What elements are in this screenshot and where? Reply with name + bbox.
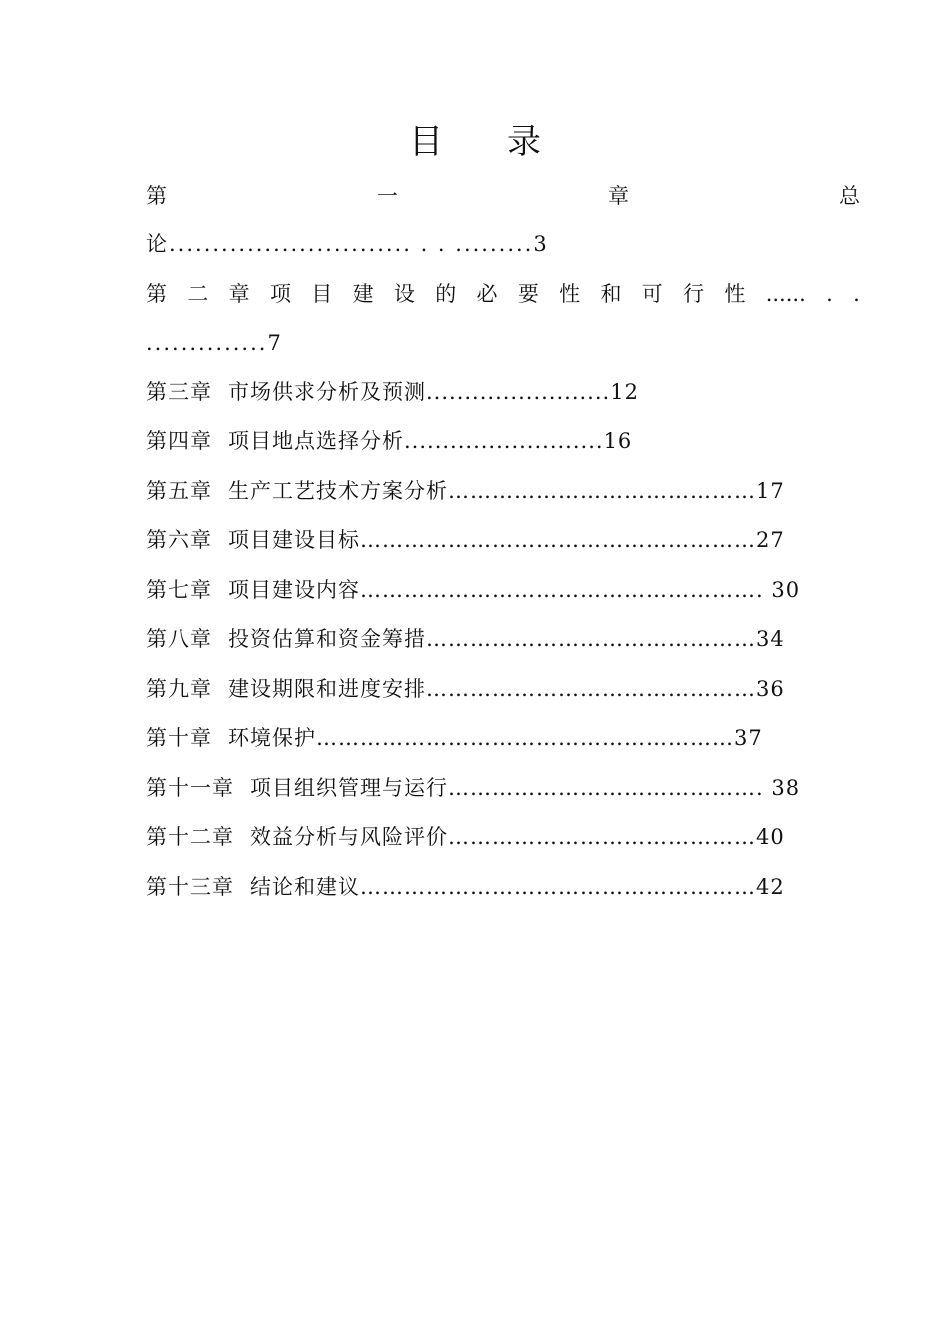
toc-page-number: 34 xyxy=(756,627,785,651)
toc-entry-2-char: 行 xyxy=(683,282,705,306)
toc-title-char-2: 录 xyxy=(507,122,541,162)
toc-chapter-number: 第六章 xyxy=(146,528,212,552)
toc-page-number: 30 xyxy=(771,578,801,602)
toc-entry-2-leader: . xyxy=(853,282,860,306)
toc-chapter-title: 效益分析与风险评价 xyxy=(250,825,448,849)
toc-entry xyxy=(146,822,785,852)
toc-leader: ………………………………………………. xyxy=(360,578,772,602)
toc-page-number: 27 xyxy=(756,528,785,552)
toc-chapter-title: 市场供求分析及预测 xyxy=(228,380,426,404)
toc-chapter-number: 第四章 xyxy=(146,429,212,453)
toc-leader: .......................... xyxy=(404,429,604,453)
toc-entry-2-leader: ...... xyxy=(765,282,806,306)
toc-entry-1-line-1 xyxy=(146,181,860,211)
toc-entry-2-char: 的 xyxy=(435,282,457,306)
toc-chapter-number: 第三章 xyxy=(146,380,212,404)
toc-title xyxy=(0,118,950,166)
toc-entry-1-char: 一 xyxy=(377,184,398,208)
toc-entry-2-char: 建 xyxy=(352,282,374,306)
toc-entry-2-char: 性 xyxy=(559,282,581,306)
toc-entry-2-char: 和 xyxy=(600,282,622,306)
toc-entry-2-char: 设 xyxy=(393,282,415,306)
toc-entry xyxy=(146,575,800,605)
toc-chapter-title: 项目组织管理与运行 xyxy=(250,776,448,800)
toc-chapter-number: 第七章 xyxy=(146,578,212,602)
toc-entry xyxy=(146,872,785,902)
toc-entry-2-char: 必 xyxy=(476,282,498,306)
toc-entry xyxy=(146,674,785,704)
toc-chapter-title: 建设期限和进度安排 xyxy=(228,677,426,701)
toc-entry-2-char: 要 xyxy=(517,282,539,306)
toc-leader: ……………………………………………… xyxy=(360,528,756,552)
toc-chapter-number: 第九章 xyxy=(146,677,212,701)
toc-entry-2-line-2: ..............7 xyxy=(146,331,283,355)
toc-chapter-number: 第十章 xyxy=(146,726,212,750)
toc-entry-2-char: 章 xyxy=(228,282,250,306)
toc-entry-2-char: 第 xyxy=(146,282,167,306)
toc-chapter-title: 项目建设目标 xyxy=(228,528,360,552)
toc-leader: …………………………………… xyxy=(448,825,756,849)
toc-chapter-number: 第八章 xyxy=(146,627,212,651)
toc-page-number: 37 xyxy=(734,726,763,750)
toc-chapter-number: 第十二章 xyxy=(146,825,234,849)
toc-page-number: 40 xyxy=(756,825,785,849)
toc-leader: ……………………………………………… xyxy=(360,875,756,899)
toc-entry xyxy=(146,476,785,506)
toc-entry-2-char: 可 xyxy=(641,282,663,306)
toc-entry xyxy=(146,377,639,407)
toc-entry-2-char: 二 xyxy=(187,282,209,306)
toc-page-number: 17 xyxy=(756,479,785,503)
toc-entry xyxy=(146,773,800,803)
toc-chapter-title: 环境保护 xyxy=(228,726,316,750)
toc-page-number: 42 xyxy=(756,875,785,899)
toc-entry-2-char: 性 xyxy=(724,282,746,306)
toc-page-number: 36 xyxy=(756,677,785,701)
toc-entry-2-char: 目 xyxy=(311,282,333,306)
toc-page-number: 16 xyxy=(603,429,633,453)
toc-entry-1-char: 总 xyxy=(839,184,860,208)
toc-leader: ……………………………………… xyxy=(426,627,756,651)
toc-chapter-number: 第十一章 xyxy=(146,776,234,800)
toc-entry-1-line-2: 论............................ . . .........3 xyxy=(146,232,549,256)
toc-entry xyxy=(146,525,785,555)
toc-entry-2-char: 项 xyxy=(269,282,291,306)
toc-leader: ……………………………………. xyxy=(448,776,772,800)
toc-entry xyxy=(146,624,785,654)
toc-entry-1-char: 章 xyxy=(608,184,629,208)
toc-leader: ……………………………………… xyxy=(426,677,756,701)
toc-entry-1-char: 第 xyxy=(146,184,167,208)
toc-page-number: 38 xyxy=(771,776,801,800)
toc-leader: ………………………………………………… xyxy=(316,726,734,750)
toc-leader: …………………………………… xyxy=(448,479,756,503)
toc-page-number: 12 xyxy=(610,380,639,404)
toc-entry xyxy=(146,723,763,753)
toc-chapter-title: 结论和建议 xyxy=(250,875,360,899)
toc-chapter-number: 第十三章 xyxy=(146,875,234,899)
toc-leader: ........................ xyxy=(426,380,611,404)
toc-entry xyxy=(146,426,632,456)
toc-chapter-title: 投资估算和资金筹措 xyxy=(228,627,426,651)
toc-entry-2-line-1 xyxy=(146,279,860,309)
toc-chapter-number: 第五章 xyxy=(146,479,212,503)
toc-chapter-title: 项目建设内容 xyxy=(228,578,360,602)
toc-chapter-title: 生产工艺技术方案分析 xyxy=(228,479,448,503)
toc-title-char-1: 目 xyxy=(409,122,443,162)
toc-chapter-title: 项目地点选择分析 xyxy=(228,429,404,453)
toc-entry-2-leader: . xyxy=(826,282,833,306)
